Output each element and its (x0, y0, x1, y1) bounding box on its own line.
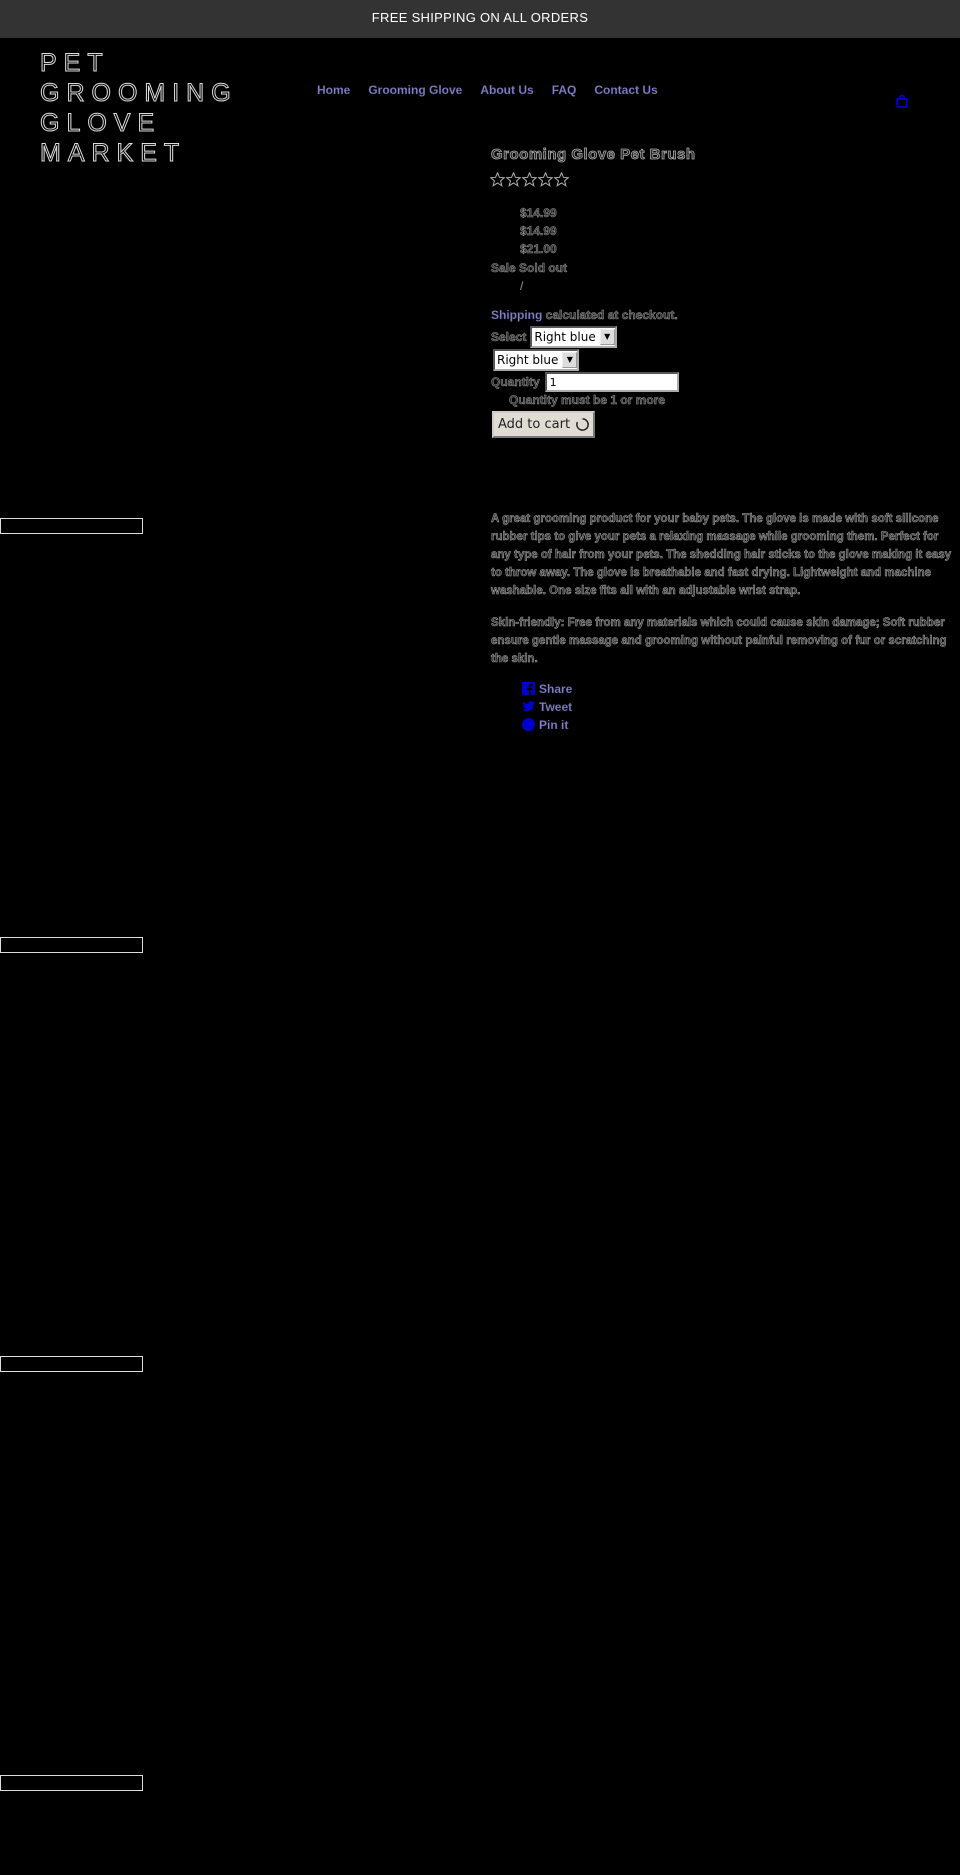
add-to-cart-button[interactable] (492, 411, 595, 438)
product-description: A great grooming product for your baby pets. The glove is made with soft silicone rubber tips to give your pets a relaxing massage while grooming them. Perfect for any type of hair from your pets. The shedding hair sticks to the glove making it easy to throw away. The glove is breathable and fast drying. Lightweight and machine washable. One size fits all with an adjustable wrist strap. (491, 513, 952, 597)
add-to-cart-label: Add to cart (498, 417, 571, 432)
quantity-row (491, 372, 679, 392)
product-thumbnail[interactable] (0, 1775, 143, 1791)
nav-home[interactable]: Home (317, 83, 351, 97)
product-description-features: Skin-friendly: Free from any materials which could cause skin damage; Soft rubber ensure gentle massage and grooming without painful removing of fur or scratching the skin. (491, 617, 947, 665)
share-twitter[interactable] (521, 699, 572, 714)
select-label: Select (491, 330, 527, 344)
sale-badge: Sale Sold out (491, 261, 568, 275)
variant-select-row (491, 326, 617, 348)
star-icon (538, 172, 553, 187)
twitter-icon (521, 699, 536, 714)
cart-icon[interactable] (895, 94, 909, 108)
nav-faq[interactable]: FAQ (551, 83, 577, 97)
product-thumbnail[interactable] (0, 1356, 143, 1372)
quantity-input[interactable] (545, 372, 679, 392)
compare-price: $21.00 (520, 242, 557, 256)
rating-stars[interactable] (490, 172, 569, 187)
quantity-help-text: Quantity must be 1 or more (509, 393, 666, 407)
sale-price: $14.99 (520, 224, 557, 238)
shipping-note (491, 308, 678, 322)
dropdown-arrow-icon: ▼ (600, 329, 615, 345)
star-icon (522, 172, 537, 187)
main-nav (317, 83, 658, 97)
quantity-label: Quantity (491, 375, 540, 389)
variant-dropdown-row (493, 349, 579, 371)
product-thumbnail[interactable] (0, 937, 143, 953)
unit-price-separator: / (520, 279, 524, 293)
star-icon (490, 172, 505, 187)
share-pinterest-label: Pin it (539, 717, 569, 732)
dropdown-arrow-icon: ▼ (562, 352, 577, 368)
share-facebook[interactable] (521, 681, 572, 696)
shipping-link[interactable]: Shipping (491, 308, 543, 322)
share-pinterest[interactable] (521, 717, 568, 732)
nav-about-us[interactable]: About Us (480, 83, 534, 97)
spinner-icon (575, 417, 590, 432)
variant-dropdown-value: Right blue (497, 353, 559, 367)
product-title: Grooming Glove Pet Brush (491, 146, 696, 163)
variant-dropdown[interactable] (493, 349, 579, 371)
pinterest-icon (521, 717, 536, 732)
nav-contact-us[interactable]: Contact Us (594, 83, 658, 97)
site-logo[interactable] (40, 48, 270, 168)
star-icon (506, 172, 521, 187)
logo-line-3: MARKET (40, 139, 187, 167)
announcement-bar: FREE SHIPPING ON ALL ORDERS (0, 0, 960, 38)
logo-line-1: PET GROOMING (40, 49, 238, 107)
regular-price: $14.99 (520, 206, 557, 220)
share-facebook-label: Share (539, 681, 573, 696)
product-thumbnail[interactable] (0, 518, 143, 534)
shipping-text: calculated at checkout. (542, 308, 678, 322)
share-twitter-label: Tweet (539, 699, 573, 714)
star-icon (554, 172, 569, 187)
facebook-icon (521, 681, 536, 696)
variant-select[interactable] (530, 326, 616, 348)
nav-grooming-glove[interactable]: Grooming Glove (368, 83, 463, 97)
variant-select-value: Right blue (534, 330, 596, 344)
logo-line-2: GLOVE (40, 109, 162, 137)
